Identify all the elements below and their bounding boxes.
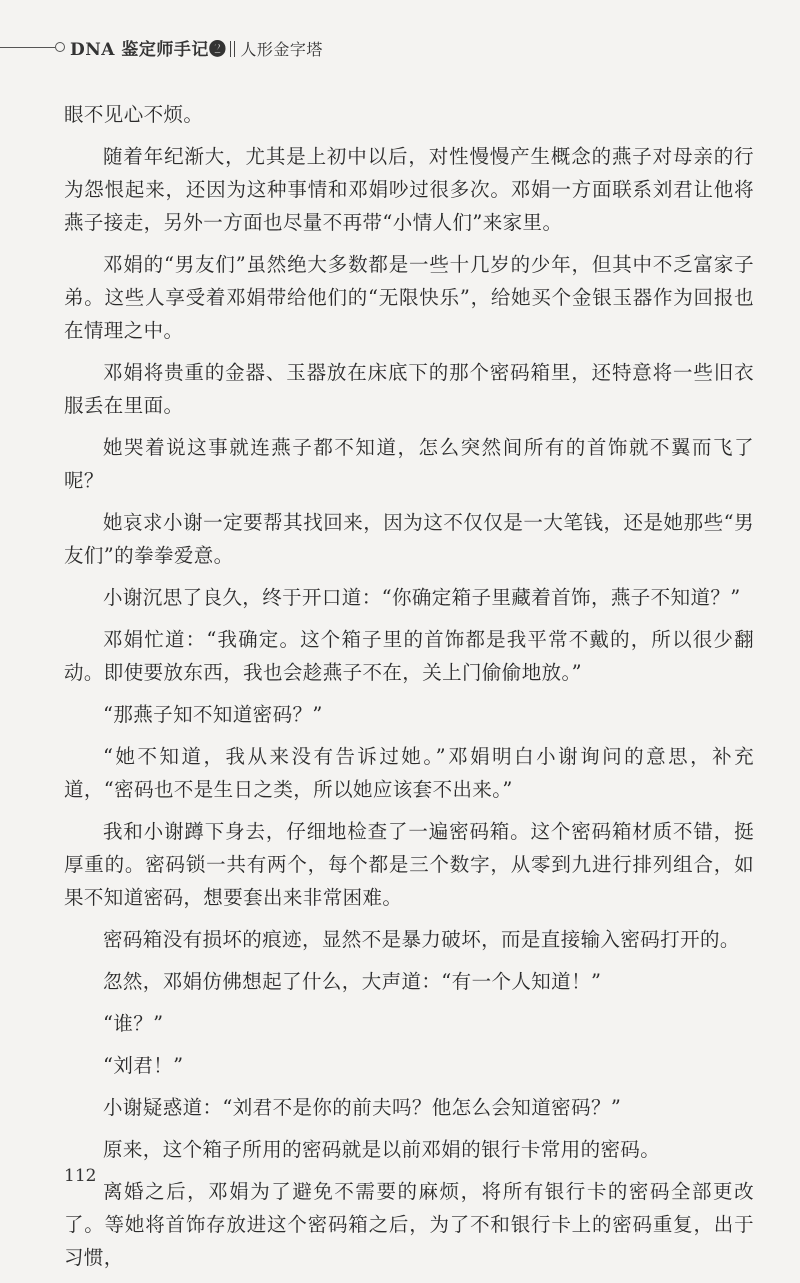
paragraph: “她不知道，我从来没有告诉过她。”邓娟明白小谢询问的意思，补充道，“密码也不是生日之类，所以她应该套不出来。” <box>64 745 754 801</box>
paragraph: 随着年纪渐大，尤其是上初中以后，对性慢慢产生概念的燕子对母亲的行为怨恨起来，还因为这种事情和邓娟吵过很多次。邓娟一方面联系刘君让他将燕子接走，另外一方面也尽量不再带“小情人们”来家里。 <box>64 145 754 234</box>
paragraph: 离婚之后，邓娟为了避免不需要的麻烦，将所有银行卡的密码全部更改了。等她将首饰存放进这个密码箱之后，为了不和银行卡上的密码重复，出于习惯， <box>64 1180 754 1269</box>
paragraph: 小谢沉思了良久，终于开口道：“你确定箱子里藏着首饰，燕子不知道？” <box>103 586 741 609</box>
paragraph: “谁？” <box>103 1012 164 1035</box>
paragraph: 邓娟的“男友们”虽然绝大多数都是一些十几岁的少年，但其中不乏富家子弟。这些人享受着邓娟带给他们的“无限快乐”，给她买个金银玉器作为回报也在情理之中。 <box>64 253 754 342</box>
paragraph: 她哀求小谢一定要帮其找回来，因为这不仅仅是一大笔钱，还是她那些“男友们”的拳拳爱意。 <box>64 511 754 567</box>
paragraph: 小谢疑惑道：“刘君不是你的前夫吗？他怎么会知道密码？” <box>103 1096 622 1119</box>
page-number: 112 <box>64 1166 97 1186</box>
running-header <box>0 33 800 63</box>
paragraph: “那燕子知不知道密码？” <box>103 703 323 726</box>
header-rule <box>0 47 55 48</box>
book-subtitle: 人形金字塔 <box>240 40 323 59</box>
paragraph: 眼不见心不烦。 <box>64 103 204 126</box>
paragraph: “刘君！” <box>103 1054 184 1077</box>
header-separator <box>230 41 235 57</box>
book-title-text: DNA 鉴定师手记❷ <box>70 40 227 60</box>
paragraph: 我和小谢蹲下身去，仔细地检查了一遍密码箱。这个密码箱材质不错，挺厚重的。密码锁一共有两个，每个都是三个数字，从零到九进行排列组合，如果不知道密码，想要套出来非常困难。 <box>64 820 754 909</box>
paragraph: 忽然，邓娟仿佛想起了什么，大声道：“有一个人知道！” <box>103 970 602 993</box>
paragraph: 她哭着说这事就连燕子都不知道，怎么突然间所有的首饰就不翼而飞了呢？ <box>64 436 754 492</box>
paragraph: 原来，这个箱子所用的密码就是以前邓娟的银行卡常用的密码。 <box>103 1138 661 1161</box>
page-body <box>64 98 754 1283</box>
paragraph: 密码箱没有损坏的痕迹，显然不是暴力破坏，而是直接输入密码打开的。 <box>103 928 740 951</box>
header-circle-ornament <box>55 42 65 52</box>
book-title <box>70 35 323 60</box>
paragraph: 邓娟忙道：“我确定。这个箱子里的首饰都是我平常不戴的，所以很少翻动。即使要放东西，我也会趁燕子不在，关上门偷偷地放。” <box>64 628 754 684</box>
paragraph: 邓娟将贵重的金器、玉器放在床底下的那个密码箱里，还特意将一些旧衣服丢在里面。 <box>64 361 754 417</box>
